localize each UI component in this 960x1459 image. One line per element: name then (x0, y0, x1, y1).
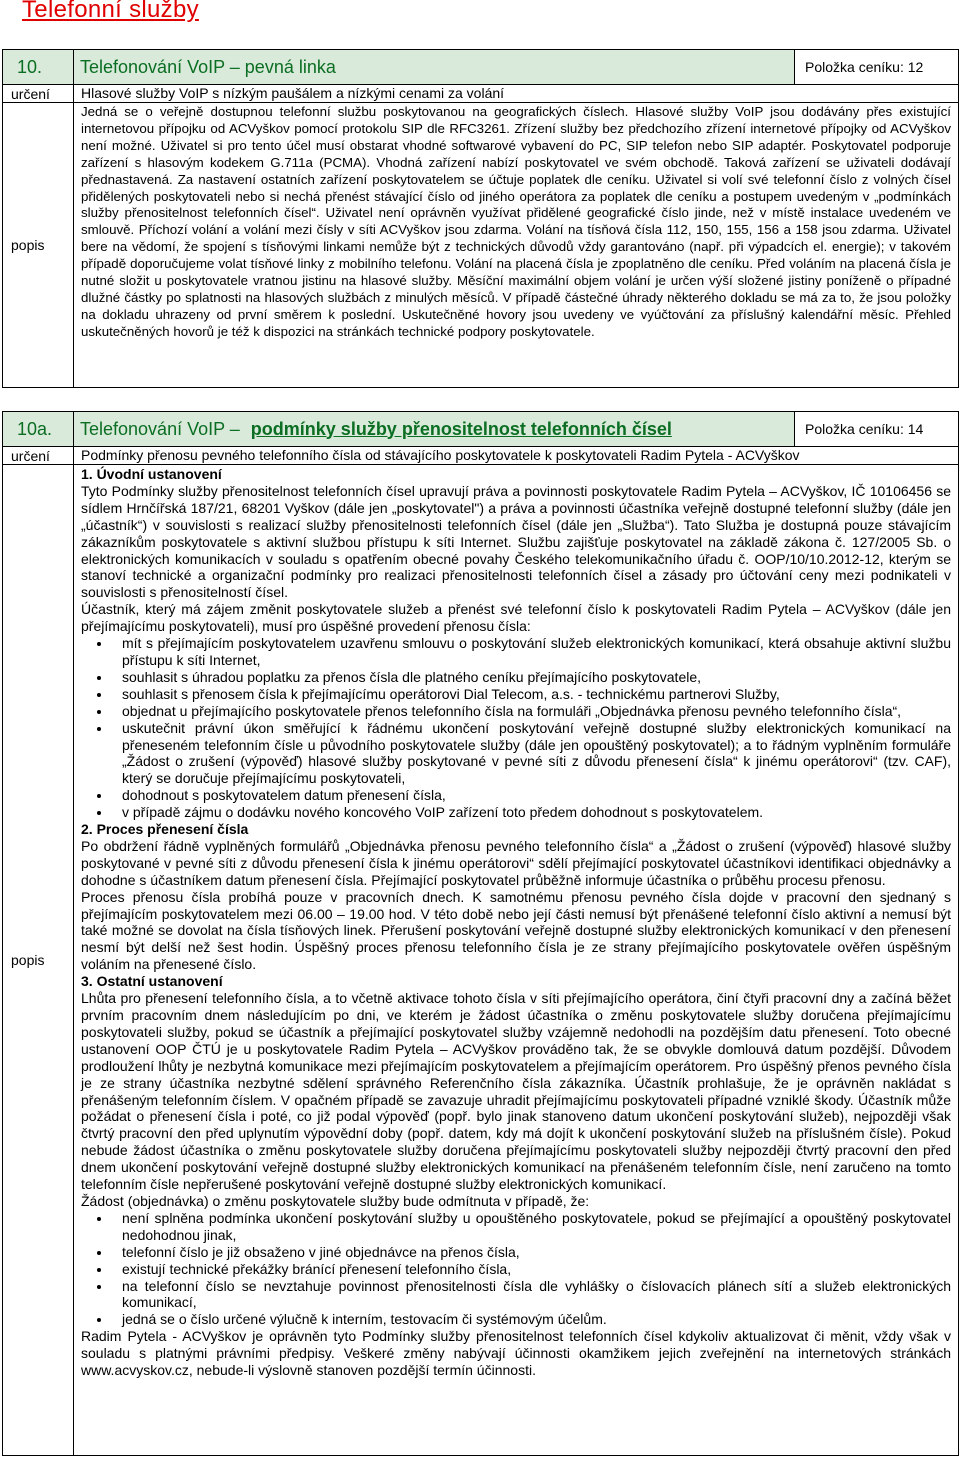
purpose-row (3, 447, 959, 465)
page-title: Telefonní služby (22, 0, 199, 23)
list-item: • objednat u přejímajícího poskytovatele přenos telefonního čísla na formuláři „Objednávka přenosu pevného telefonního čísla“, (112, 703, 951, 720)
section-title (74, 412, 795, 447)
list-item: • na telefonní číslo se nevztahuje povinnost přenositelnosti čísla dle vyhlášky o číslovacích plánech sítí a služeb elektronických komunikací, (112, 1278, 951, 1312)
paragraph: Radim Pytela - ACVyškov je oprávněn tyto Podmínky služby přenositelnost telefonních čísel kdykoliv aktualizovat či měnit, vždy však v souladu s platnými právními předpisy. Veškeré změny nabývají účinnosti okamžikem jejich zveřejnění na internetových stránkách www.acvyskov.cz, nebude-li výslovně stanoven pozdější termín účinnosti. (81, 1328, 951, 1379)
description-label: popis (3, 103, 74, 388)
purpose-text: Podmínky přenosu pevného telefonního čísla od stávajícího poskytovatele k poskytovateli Radim Pytela - ACVyškov (74, 447, 959, 465)
section-title-main: podmínky služby přenositelnost telefonních čísel (250, 418, 672, 439)
purpose-text: Hlasové služby VoIP s nízkým paušálem a nízkými cenami za volání (74, 85, 959, 103)
section-number: 10a. (3, 412, 74, 447)
price-item: Položka ceníku: 14 (795, 412, 959, 447)
price-item: Položka ceníku: 12 (795, 50, 959, 85)
section-10a (2, 411, 959, 1456)
list-item: • jedná se o číslo určené výlučně k interním, testovacím či systémovým účelům. (112, 1311, 951, 1328)
purpose-row (3, 85, 959, 103)
heading-intro: 1. Úvodní ustanovení (81, 466, 222, 482)
list-item: • v případě zájmu o dodávku nového koncového VoIP zařízení toto předem dohodnout s poskytovatelem. (112, 804, 951, 821)
description-row (3, 103, 959, 388)
section-title: Telefonování VoIP – pevná linka (74, 50, 795, 85)
section-title-prefix: Telefonování VoIP – (80, 418, 245, 439)
list-item: • souhlasit s úhradou poplatku za přenos čísla dle platného ceníku přejímajícího poskytovatele, (112, 669, 951, 686)
list-item: • telefonní číslo je již obsaženo v jiné objednávce na přenos čísla, (112, 1244, 951, 1261)
section-10-header (3, 50, 959, 85)
rejection-list (81, 1210, 951, 1328)
list-item: • mít s přejímajícím poskytovatelem uzavřenu smlouvu o poskytování služeb elektronických komunikací, která obsahuje aktivní službu přístupu k síti Internet, (112, 635, 951, 669)
description-row (3, 465, 959, 1456)
paragraph: Tyto Podmínky služby přenositelnost telefonních čísel upravují práva a povinnosti poskytovatele Radim Pytela – ACVyškov, IČ 10106456 se sídlem Hrnčířská 187/21, 68201 Vyškov (dále jen „poskytovatel") a práva a povinnosti účastníka veřejně dostupné telefonní služby (dále jen „účastník“) v souvislosti s realizací služby přenositelnosti telefonních čísel (dále jen „Služba“). Tato Služba je dostupná pouze stávajícím zákazníkům poskytovatele s aktivní službou přístupu k síti Internet. Službu zajišťuje poskytovatel na základě zákona č. 127/2005 Sb. o elektronických komunikacích v souladu s opatřením obecné povahy Českého telekomunikačního úřadu č. OOP/10/10.2012-12, kterým se stanoví technické a organizační podmínky pro realizaci přenositelnosti telefonních čísel a zásady pro účtování ceny mezi podnikateli v souvislosti s přenositelností čísel. (81, 482, 951, 601)
heading-other: 3. Ostatní ustanovení (81, 973, 223, 990)
list-item: • není splněna podmínka ukončení poskytování služby u opouštěného poskytovatele, pokud se přejímající a opouštěný poskytovatel nedohodnou jinak, (112, 1210, 951, 1244)
section-number: 10. (3, 50, 74, 85)
paragraph: Proces přenosu čísla probíhá pouze v pracovních dnech. K samotnému přenosu pevného čísla dojde v pracovní den sjednaný s přejímajícím poskytovatelem mezi 06.00 – 19.00 hod. V této době nebo její části nemusí být přenášené telefonní číslo aktivní a nemusí být také možné se dovolat na čísla tísňových linek. Přerušení poskytování veřejně dostupné služby elektronických komunikací v den přenesení nesmí být delší než šest hodin. Úspěšný proces přenosu telefonního čísla je ze strany přejímajícího poskytovatele ověřen úspěšným voláním na přenesené číslo. (81, 888, 951, 973)
paragraph: Účastník, který má zájem změnit poskytovatele služeb a přenést své telefonní číslo k poskytovateli Radim Pytela – ACVyškov (dále jen přejímajícímu poskytovateli), musí pro úspěšné provedení přenosu čísla: (81, 601, 951, 635)
paragraph: Po obdržení řádně vyplněných formulářů „Objednávka přenosu pevného telefonního čísla“ a „Žádost o zrušení (výpověď) hlasové služby poskytované v pevné síti z důvodu přenesení čísla k jinému operátorovi“ sdělí přejímající poskytovatel účastníkovi identifikaci objednávky a dohodne s účastníkem datum přenesení čísla. Přejímající poskytovatel průběžně informuje účastníka o průběhu procesu přenosu. (81, 837, 951, 888)
purpose-label: určení (3, 447, 74, 465)
description-label: popis (3, 465, 74, 1456)
list-item: • uskutečnit právní úkon směřující k řádnému ukončení poskytování veřejně dostupné služby elektronických komunikací na přeneseném telefonním čísle u původního poskytovatele služby (dále jen opouštěný poskytovatel); a to řádným vyplněním formuláře „Žádost o zrušení (výpověď) hlasové služby poskytované v pevné síti z důvodu přenesení čísla“ k jinému operátorovi“ (tzv. CAF), který se doručuje přejímajícímu poskytovateli, (112, 720, 951, 788)
section-10a-header (3, 412, 959, 447)
list-item: • dohodnout s poskytovatelem datum přenesení čísla, (112, 787, 951, 804)
paragraph: Žádost (objednávka) o změnu poskytovatele služby bude odmítnuta v případě, že: (81, 1192, 590, 1209)
list-item: • existují technické překážky bránící přenesení telefonního čísla, (112, 1261, 951, 1278)
heading-process: 2. Proces přenesení čísla (81, 821, 249, 838)
paragraph: Lhůta pro přenesení telefonního čísla, a to včetně aktivace tohoto čísla v síti přejímajícího operátora, činí čtyři pracovní dny a začíná běžet prvním pracovním dnem následujícím po dni, ve kterém je žádost účastníka o změnu poskytovatele služby doručena přejímajícímu poskytovateli služby, pokud se účastník a přejímající poskytovatel služby vzájemně nedohodli na pozdějším datu přenesení. Toto obecné ustanovení OOP ČTÚ je u poskytovatele Radim Pytela – ACVyškov prováděno tak, že se obvykle domlouvá datum pozdější. Důvodem prodloužení lhůty je nezbytná komunikace mezi přejímajícím poskytovatelem a přejímajícím operátorem. Pro úspěšný přenos pevného čísla je ze strany účastníka nezbytné sdělení správného Referenčního čísla zákazníka. Účastník prohlašuje, že je oprávněn nakládat s přenášeným telefonním číslem. V opačném případě se zavazuje uhradit přejímajícímu poskytovateli případné vzniklé škody. Účastník může požádat o přenesení čísla i poté, co již podal výpověď (popř. bylo jinak stanoveno datum ukončení poskytování služeb), nejpozději však čtvrtý pracovní den před uplynutím výpovědní doby (popř. datem, kdy má dojít k ukončení poskytování služeb na příslušném čísle). Pokud nebude žádost účastníka o změnu poskytovatele služby doručena přejímajícímu poskytovateli služby nejpozději čtvrtý pracovní den před dnem ukončení poskytování veřejně dostupné služby elektronických komunikací na přenášeném telefonním čísle, není zaručeno na tomto telefonním čísle nepřerušené poskytování veřejně dostupné služby elektronických komunikací. (81, 990, 951, 1193)
list-item: • souhlasit s přenosem čísla k přejímajícímu operátorovi Dial Telecom, a.s. - technickému partnerovi Služby, (112, 686, 951, 703)
purpose-label: určení (3, 85, 74, 103)
description-text: Jedná se o veřejně dostupnou telefonní službu poskytovanou na geografických číslech. Hlasové služby VoIP jsou dodávány přes existující internetovou přípojku od ACVyškov pomocí protokolu SIP dle RFC3261. Zřízení služby bez předchozího zřízení internetové přípojky od ACVyškov není možné. Uživatel si pro tento účel musí obstarat vhodné softwarové vybavení do PC, SIP telefon nebo SIP adaptér. Poskytovatel podporuje zařízení s hlasovým kodekem G.711a (PCMA). Vhodná zařízení nabízí poskytovatel ve svém obchodě. Taková zařízení se uživateli dodávají přednastavená. Za nastavení ostatních zařízení poskytovatelem se účtuje poplatek dle ceníku. Uživatel si volí své telefonní číslo z volných čísel přidělených poskytovateli nebo si nechá přenést stávající číslo od jiného operátora za poplatek dle ceníku a postupem uvedeným v „podmínkách služby přenositelnost telefonních čísel“. Uživatel není oprávněn využívat přidělené geografické číslo jinde, než v místě instalace uvedeném ve smlouvě. Příchozí volání a volání mezi čísly v síti ACVyškov jsou zdarma. Volání na tísňová čísla 112, 150, 155, 156 a 158 jsou zdarma. Uživatel bere na vědomí, že spojení s tísňovými linkami nemůže být z technických důvodů vždy garantováno (např. při výpadcích el. energie); v takovém případě doporučujeme volat tísňové linky z mobilního telefonu. Volání na placená čísla je zpoplatněno dle ceníku. Před voláním na placená čísla je nutné složit u poskytovatele vratnou jistinu na hlasové služby. Měsíční maximální objem volání je určen výší složené jistiny poníženě o případné dlužné částky po splatnosti na hlasových službách z minulých měsíců. V případě částečné úhrady některého dokladu se má za to, že jsou položky na dokladu uhrazeny od první směrem k poslední. Uskutečněné hovory jsou uvedeny ve vyúčtování za příslušný kalendářní měsíc. Přehled uskutečněných hovorů je též k dispozici na stránkách technické podpory poskytovatele. (81, 104, 951, 339)
section-10 (2, 49, 959, 388)
requirements-list (81, 635, 951, 821)
